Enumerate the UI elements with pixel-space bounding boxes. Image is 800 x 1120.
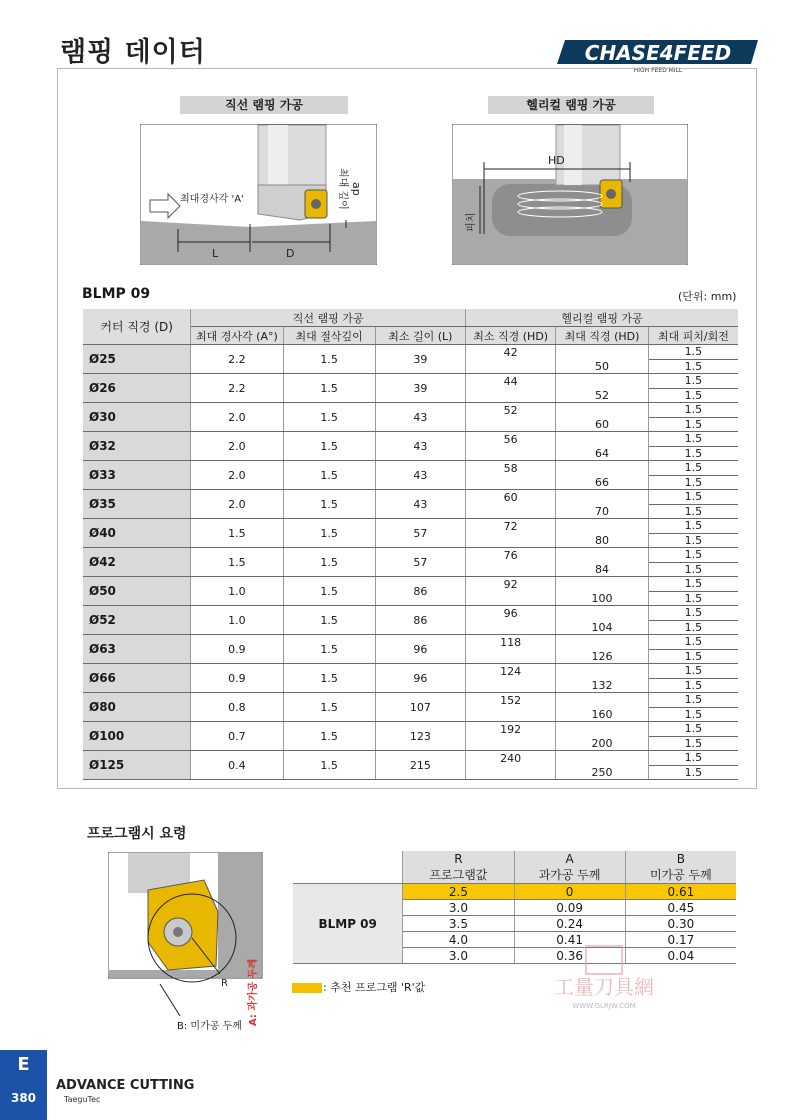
max-angle-cell: 0.4 bbox=[191, 751, 283, 780]
max-angle-cell: 1.5 bbox=[191, 548, 283, 577]
max-angle-cell: 0.9 bbox=[191, 635, 283, 664]
empty-cell bbox=[466, 591, 556, 606]
min-dia-header: 최소 직경 (HD) bbox=[466, 327, 556, 345]
cutter-dia-header: 커터 직경 (D) bbox=[83, 309, 191, 345]
empty-cell bbox=[556, 577, 648, 592]
program-b-cell: 0.17 bbox=[625, 932, 736, 948]
empty-cell bbox=[556, 664, 648, 679]
min-length-cell: 43 bbox=[375, 490, 465, 519]
helical-row-top bbox=[466, 548, 738, 563]
empty-cell bbox=[466, 504, 556, 519]
max-pitch-cell: 1.5 bbox=[648, 548, 738, 563]
cutter-dia-cell: Ø52 bbox=[83, 606, 191, 635]
spec-row bbox=[83, 606, 466, 635]
program-b-cell: 0.30 bbox=[625, 916, 736, 932]
max-dia-cell: 104 bbox=[556, 620, 648, 635]
max-dia-header: 최대 직경 (HD) bbox=[556, 327, 648, 345]
spec-row bbox=[83, 548, 466, 577]
program-r-cell: 3.0 bbox=[403, 948, 514, 964]
min-length-cell: 43 bbox=[375, 461, 465, 490]
helical-row-bottom bbox=[466, 504, 738, 519]
max-depth-cell: 1.5 bbox=[283, 722, 375, 751]
max-dia-cell: 84 bbox=[556, 562, 648, 577]
helical-row-top bbox=[466, 490, 738, 505]
empty-cell bbox=[556, 374, 648, 389]
max-depth-cell: 1.5 bbox=[283, 577, 375, 606]
max-depth-cell: 1.5 bbox=[283, 548, 375, 577]
max-angle-cell: 2.2 bbox=[191, 345, 283, 374]
max-pitch-cell: 1.5 bbox=[648, 461, 738, 476]
max-dia-cell: 80 bbox=[556, 533, 648, 548]
helical-row-top bbox=[466, 403, 738, 418]
empty-cell bbox=[556, 606, 648, 621]
max-depth-cell: 1.5 bbox=[283, 345, 375, 374]
spec-row bbox=[83, 577, 466, 606]
max-pitch-cell: 1.5 bbox=[648, 345, 738, 360]
r-label: R bbox=[221, 978, 228, 989]
spec-row bbox=[83, 490, 466, 519]
min-dia-cell: 44 bbox=[466, 374, 556, 389]
max-pitch-cell: 1.5 bbox=[648, 678, 738, 693]
program-r-cell: 3.0 bbox=[403, 900, 514, 916]
helical-row-bottom bbox=[466, 620, 738, 635]
helical-row-top bbox=[466, 461, 738, 476]
program-b-cell: 0.45 bbox=[625, 900, 736, 916]
linear-ramping-diagram bbox=[140, 124, 377, 265]
max-depth-cell: 1.5 bbox=[283, 432, 375, 461]
max-angle-cell: 2.0 bbox=[191, 490, 283, 519]
max-pitch-cell: 1.5 bbox=[648, 374, 738, 389]
empty-cell bbox=[466, 736, 556, 751]
spec-row bbox=[83, 635, 466, 664]
footer-logo-text: ADVANCE CUTTING bbox=[56, 1078, 195, 1093]
max-dia-cell: 52 bbox=[556, 388, 648, 403]
max-depth-cell: 1.5 bbox=[283, 519, 375, 548]
page-title: 램핑 데이터 bbox=[60, 37, 206, 68]
watermark-text: 工量刀具網 bbox=[554, 975, 654, 999]
min-length-cell: 57 bbox=[375, 548, 465, 577]
program-corner bbox=[293, 851, 403, 884]
empty-cell bbox=[556, 722, 648, 737]
program-header-b: B 미가공 두께 bbox=[625, 851, 736, 884]
linear-group-header: 직선 램핑 가공 bbox=[191, 309, 466, 327]
max-pitch-cell: 1.5 bbox=[648, 635, 738, 650]
cutter-dia-cell: Ø125 bbox=[83, 751, 191, 780]
spec-row bbox=[83, 751, 466, 780]
program-b-cell: 0.61 bbox=[625, 884, 736, 900]
max-pitch-cell: 1.5 bbox=[648, 562, 738, 577]
program-row-label: BLMP 09 bbox=[293, 884, 403, 964]
max-pitch-cell: 1.5 bbox=[648, 504, 738, 519]
program-a-cell: 0.24 bbox=[514, 916, 625, 932]
max-angle-cell: 2.0 bbox=[191, 432, 283, 461]
helical-ramping-diagram bbox=[452, 124, 688, 265]
empty-cell bbox=[556, 548, 648, 563]
cutter-dia-cell: Ø63 bbox=[83, 635, 191, 664]
spec-row bbox=[83, 519, 466, 548]
cutter-dia-cell: Ø32 bbox=[83, 432, 191, 461]
spec-row bbox=[83, 345, 466, 374]
helical-ramping-label: 헬리컬 램핑 가공 bbox=[488, 96, 654, 114]
section-letter: E bbox=[17, 1054, 30, 1075]
empty-cell bbox=[556, 403, 648, 418]
min-length-cell: 86 bbox=[375, 577, 465, 606]
max-depth-label: 최대 깊이 bbox=[337, 168, 348, 210]
helical-row-bottom bbox=[466, 475, 738, 490]
watermark-url: WWW.GLRJW.COM bbox=[572, 1002, 636, 1010]
empty-cell bbox=[556, 519, 648, 534]
max-pitch-cell: 1.5 bbox=[648, 664, 738, 679]
l-label: L bbox=[212, 247, 219, 260]
spec-row bbox=[83, 461, 466, 490]
empty-cell bbox=[556, 432, 648, 447]
min-length-cell: 107 bbox=[375, 693, 465, 722]
empty-cell bbox=[466, 446, 556, 461]
min-dia-cell: 152 bbox=[466, 693, 556, 708]
max-depth-cell: 1.5 bbox=[283, 461, 375, 490]
program-a-cell: 0.41 bbox=[514, 932, 625, 948]
program-a-cell: 0 bbox=[514, 884, 625, 900]
max-pitch-header: 최대 피치/회전 bbox=[648, 327, 738, 345]
brand-logo-text: CHASE4FEED bbox=[584, 41, 732, 65]
max-pitch-cell: 1.5 bbox=[648, 417, 738, 432]
helical-row-bottom bbox=[466, 765, 738, 780]
program-header-a: A 과가공 두께 bbox=[514, 851, 625, 884]
min-length-cell: 96 bbox=[375, 635, 465, 664]
min-dia-cell: 192 bbox=[466, 722, 556, 737]
program-header-r: R 프로그램값 bbox=[403, 851, 514, 884]
helical-group-header: 헬리컬 램핑 가공 bbox=[466, 309, 738, 327]
max-dia-cell: 250 bbox=[556, 765, 648, 780]
helical-row-bottom bbox=[466, 649, 738, 664]
max-pitch-cell: 1.5 bbox=[648, 606, 738, 621]
min-dia-cell: 92 bbox=[466, 577, 556, 592]
max-depth-cell: 1.5 bbox=[283, 693, 375, 722]
linear-ramping-label: 직선 램핑 가공 bbox=[180, 96, 348, 114]
max-angle-cell: 2.0 bbox=[191, 403, 283, 432]
helical-row-bottom bbox=[466, 591, 738, 606]
cutter-dia-cell: Ø30 bbox=[83, 403, 191, 432]
min-length-cell: 43 bbox=[375, 403, 465, 432]
max-dia-cell: 50 bbox=[556, 359, 648, 374]
unit-label: (단위: mm) bbox=[678, 290, 737, 303]
max-pitch-cell: 1.5 bbox=[648, 533, 738, 548]
max-dia-cell: 100 bbox=[556, 591, 648, 606]
max-pitch-cell: 1.5 bbox=[648, 475, 738, 490]
max-pitch-cell: 1.5 bbox=[648, 736, 738, 751]
empty-cell bbox=[466, 649, 556, 664]
max-pitch-cell: 1.5 bbox=[648, 359, 738, 374]
spec-row bbox=[83, 693, 466, 722]
helical-row-bottom bbox=[466, 388, 738, 403]
empty-cell bbox=[466, 678, 556, 693]
program-diagram bbox=[108, 852, 278, 1032]
max-dia-cell: 64 bbox=[556, 446, 648, 461]
min-length-header: 최소 길이 (L) bbox=[375, 327, 465, 345]
empty-cell bbox=[466, 417, 556, 432]
min-length-cell: 57 bbox=[375, 519, 465, 548]
max-depth-cell: 1.5 bbox=[283, 751, 375, 780]
b-label: B: 미가공 두께 bbox=[177, 1021, 242, 1032]
brand-tagline: HIGH FEED MILL bbox=[633, 67, 683, 74]
helical-row-bottom bbox=[466, 446, 738, 461]
cutter-dia-cell: Ø40 bbox=[83, 519, 191, 548]
helical-row-top bbox=[466, 693, 738, 708]
max-angle-cell: 1.5 bbox=[191, 519, 283, 548]
cutter-dia-cell: Ø100 bbox=[83, 722, 191, 751]
min-dia-cell: 124 bbox=[466, 664, 556, 679]
program-b-cell: 0.04 bbox=[625, 948, 736, 964]
max-pitch-cell: 1.5 bbox=[648, 490, 738, 505]
max-depth-header: 최대 절삭깊이 bbox=[283, 327, 375, 345]
min-length-cell: 39 bbox=[375, 374, 465, 403]
max-pitch-cell: 1.5 bbox=[648, 722, 738, 737]
max-angle-cell: 0.8 bbox=[191, 693, 283, 722]
helical-row-bottom bbox=[466, 359, 738, 374]
max-pitch-cell: 1.5 bbox=[648, 693, 738, 708]
helical-row-bottom bbox=[466, 707, 738, 722]
max-dia-cell: 200 bbox=[556, 736, 648, 751]
max-angle-cell: 0.9 bbox=[191, 664, 283, 693]
empty-cell bbox=[556, 461, 648, 476]
helical-row-top bbox=[466, 664, 738, 679]
helical-row-bottom bbox=[466, 678, 738, 693]
spec-title: BLMP 09 bbox=[82, 286, 151, 302]
cutter-dia-cell: Ø35 bbox=[83, 490, 191, 519]
max-pitch-cell: 1.5 bbox=[648, 751, 738, 766]
watermark bbox=[534, 944, 674, 1014]
max-pitch-cell: 1.5 bbox=[648, 649, 738, 664]
min-dia-cell: 118 bbox=[466, 635, 556, 650]
min-dia-cell: 56 bbox=[466, 432, 556, 447]
empty-cell bbox=[466, 475, 556, 490]
cutter-dia-cell: Ø80 bbox=[83, 693, 191, 722]
min-length-cell: 43 bbox=[375, 432, 465, 461]
empty-cell bbox=[556, 751, 648, 766]
max-angle-cell: 1.0 bbox=[191, 606, 283, 635]
cutter-dia-cell: Ø26 bbox=[83, 374, 191, 403]
helical-row-top bbox=[466, 635, 738, 650]
max-depth-cell: 1.5 bbox=[283, 374, 375, 403]
empty-cell bbox=[556, 635, 648, 650]
max-depth-cell: 1.5 bbox=[283, 606, 375, 635]
max-pitch-cell: 1.5 bbox=[648, 403, 738, 418]
empty-cell bbox=[466, 359, 556, 374]
max-depth-cell: 1.5 bbox=[283, 664, 375, 693]
spec-row bbox=[83, 374, 466, 403]
program-r-cell: 4.0 bbox=[403, 932, 514, 948]
min-length-cell: 39 bbox=[375, 345, 465, 374]
max-angle-cell: 1.0 bbox=[191, 577, 283, 606]
max-dia-cell: 70 bbox=[556, 504, 648, 519]
spec-row bbox=[83, 664, 466, 693]
max-angle-label: 최대경사각 'A' bbox=[180, 194, 244, 205]
empty-cell bbox=[466, 620, 556, 635]
page-number: 380 bbox=[10, 1091, 37, 1105]
empty-cell bbox=[556, 490, 648, 505]
max-pitch-cell: 1.5 bbox=[648, 707, 738, 722]
a-label: A: 과가공 두께 bbox=[248, 958, 259, 1026]
max-pitch-cell: 1.5 bbox=[648, 432, 738, 447]
empty-cell bbox=[466, 765, 556, 780]
min-length-cell: 215 bbox=[375, 751, 465, 780]
max-dia-cell: 132 bbox=[556, 678, 648, 693]
max-pitch-cell: 1.5 bbox=[648, 765, 738, 780]
max-depth-cell: 1.5 bbox=[283, 635, 375, 664]
cutter-dia-cell: Ø66 bbox=[83, 664, 191, 693]
min-dia-cell: 240 bbox=[466, 751, 556, 766]
min-dia-cell: 76 bbox=[466, 548, 556, 563]
section-tab bbox=[0, 1050, 47, 1120]
helical-spec-table bbox=[466, 309, 738, 780]
legend-swatch bbox=[292, 983, 322, 993]
legend-text: : 추천 프로그램 'R'값 bbox=[323, 981, 426, 994]
min-dia-cell: 72 bbox=[466, 519, 556, 534]
max-pitch-cell: 1.5 bbox=[648, 591, 738, 606]
linear-spec-table bbox=[83, 309, 466, 780]
max-angle-cell: 2.0 bbox=[191, 461, 283, 490]
max-depth-cell: 1.5 bbox=[283, 490, 375, 519]
max-angle-cell: 2.2 bbox=[191, 374, 283, 403]
max-pitch-cell: 1.5 bbox=[648, 620, 738, 635]
spec-row bbox=[83, 432, 466, 461]
empty-cell bbox=[556, 693, 648, 708]
max-dia-cell: 126 bbox=[556, 649, 648, 664]
helical-row-bottom bbox=[466, 736, 738, 751]
min-dia-cell: 58 bbox=[466, 461, 556, 476]
program-row bbox=[293, 884, 736, 900]
program-a-cell: 0.36 bbox=[514, 948, 625, 964]
min-length-cell: 123 bbox=[375, 722, 465, 751]
helical-row-top bbox=[466, 751, 738, 766]
program-a-cell: 0.09 bbox=[514, 900, 625, 916]
helical-row-top bbox=[466, 519, 738, 534]
helical-row-top bbox=[466, 432, 738, 447]
program-r-cell: 3.5 bbox=[403, 916, 514, 932]
max-dia-cell: 60 bbox=[556, 417, 648, 432]
helical-row-top bbox=[466, 345, 738, 360]
empty-cell bbox=[556, 345, 648, 360]
max-pitch-cell: 1.5 bbox=[648, 577, 738, 592]
max-pitch-cell: 1.5 bbox=[648, 519, 738, 534]
min-dia-cell: 42 bbox=[466, 345, 556, 360]
advance-cutting-logo bbox=[56, 1072, 202, 1106]
footer-logo-sub: TaeguTec bbox=[64, 1095, 101, 1104]
max-depth-cell: 1.5 bbox=[283, 403, 375, 432]
max-angle-header: 최대 경사각 (A°) bbox=[191, 327, 283, 345]
hd-label: HD bbox=[548, 154, 565, 167]
cutter-dia-cell: Ø42 bbox=[83, 548, 191, 577]
spec-row bbox=[83, 722, 466, 751]
cutter-dia-cell: Ø50 bbox=[83, 577, 191, 606]
max-dia-cell: 66 bbox=[556, 475, 648, 490]
empty-cell bbox=[466, 388, 556, 403]
pitch-label: 피치 bbox=[466, 212, 477, 232]
helical-row-top bbox=[466, 722, 738, 737]
program-r-cell: 2.5 bbox=[403, 884, 514, 900]
min-length-cell: 96 bbox=[375, 664, 465, 693]
min-length-cell: 86 bbox=[375, 606, 465, 635]
min-dia-cell: 52 bbox=[466, 403, 556, 418]
helical-row-bottom bbox=[466, 562, 738, 577]
helical-row-top bbox=[466, 606, 738, 621]
min-dia-cell: 60 bbox=[466, 490, 556, 505]
ap-label: ap bbox=[350, 182, 363, 196]
helical-row-top bbox=[466, 577, 738, 592]
max-angle-cell: 0.7 bbox=[191, 722, 283, 751]
empty-cell bbox=[466, 707, 556, 722]
empty-cell bbox=[466, 562, 556, 577]
min-dia-cell: 96 bbox=[466, 606, 556, 621]
max-pitch-cell: 1.5 bbox=[648, 388, 738, 403]
cutter-dia-cell: Ø25 bbox=[83, 345, 191, 374]
helical-row-bottom bbox=[466, 417, 738, 432]
max-dia-cell: 160 bbox=[556, 707, 648, 722]
empty-cell bbox=[466, 533, 556, 548]
max-pitch-cell: 1.5 bbox=[648, 446, 738, 461]
program-title: 프로그램시 요령 bbox=[87, 826, 187, 842]
helical-row-bottom bbox=[466, 533, 738, 548]
helical-row-top bbox=[466, 374, 738, 389]
spec-row bbox=[83, 403, 466, 432]
cutter-dia-cell: Ø33 bbox=[83, 461, 191, 490]
d-label: D bbox=[286, 247, 295, 260]
